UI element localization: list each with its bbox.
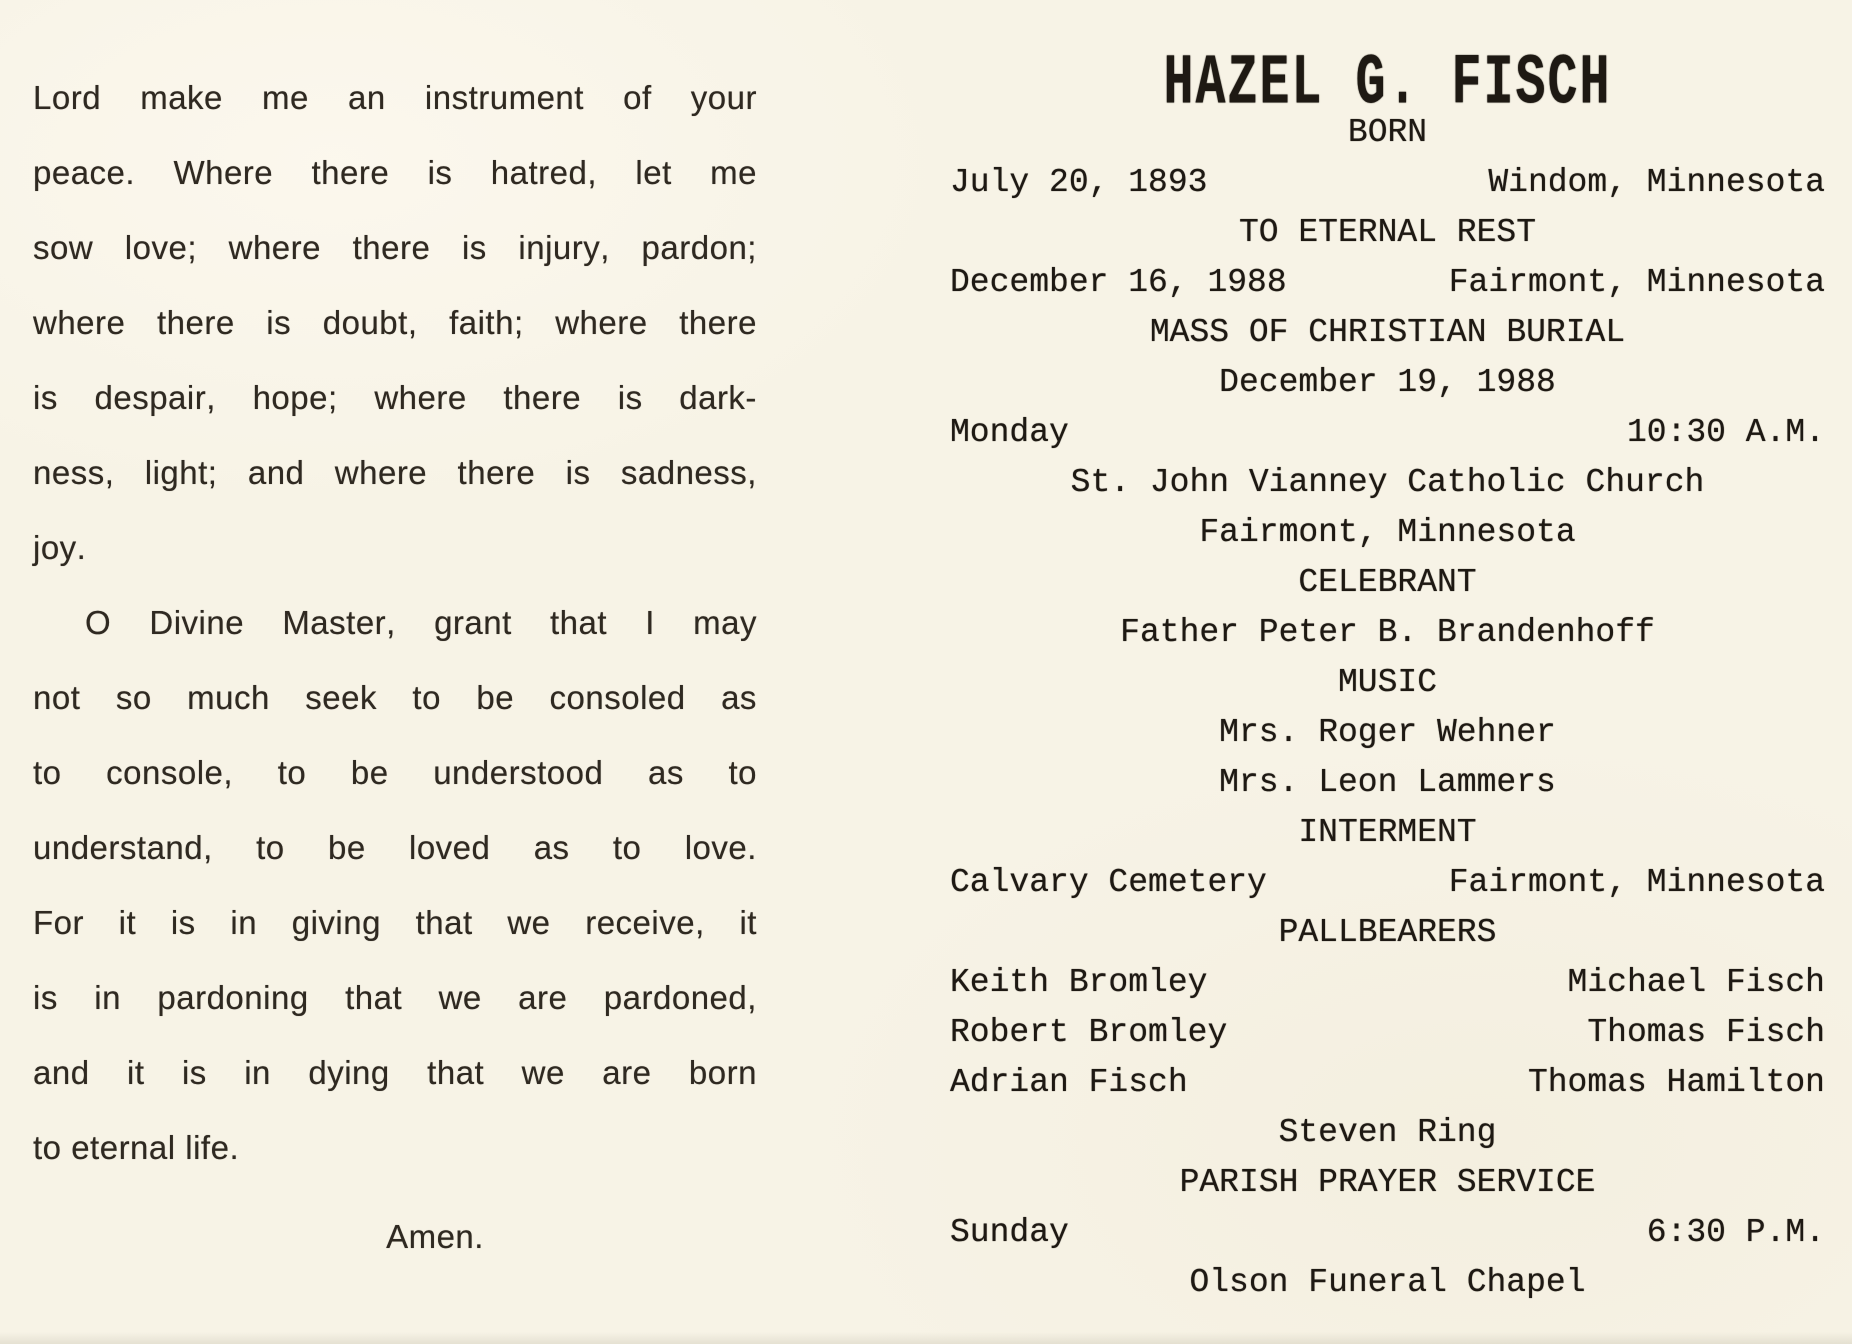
prayer-word: consoled <box>549 679 686 716</box>
prayer-word: doubt, <box>322 304 418 341</box>
prayer-word: love; <box>124 229 198 266</box>
amen-text: Amen. <box>386 1218 484 1255</box>
prayer-word: I <box>645 604 655 641</box>
prayer-word: where <box>334 454 428 491</box>
prayer-line <box>33 210 757 285</box>
prayer-word: we <box>521 1054 565 1091</box>
prayer-word: that <box>415 904 473 941</box>
prayer-word: where <box>374 379 467 416</box>
prayer-word: is <box>617 379 643 416</box>
prayer-word: dying <box>308 1054 390 1091</box>
prayer-word: pardoned, <box>603 979 757 1016</box>
detail-row <box>950 958 1825 1008</box>
prayer-word: where <box>555 304 648 341</box>
prayer-word: is <box>565 454 591 491</box>
prayer-word: your <box>690 79 757 116</box>
prayer-line <box>33 1035 757 1110</box>
prayer-word: pardon; <box>641 229 757 266</box>
detail-right: Thomas Fisch <box>1587 1014 1825 1051</box>
section-heading: MASS OF CHRISTIAN BURIAL <box>1149 314 1626 351</box>
prayer-word: make <box>140 79 223 116</box>
detail-left: Sunday <box>950 1214 1069 1251</box>
prayer-word: as <box>721 679 757 716</box>
prayer-word: there <box>457 454 536 491</box>
prayer-word: is <box>427 154 453 191</box>
prayer-word: despair, <box>94 379 216 416</box>
prayer-word: we <box>507 904 551 941</box>
prayer-word: that <box>427 1054 485 1091</box>
section-heading: BORN <box>1347 114 1428 151</box>
prayer-word: is <box>266 304 292 341</box>
prayer-word: O <box>85 604 112 641</box>
prayer-word: to <box>277 754 307 791</box>
detail-center: Steven Ring <box>1278 1114 1497 1151</box>
prayer-word: sow <box>33 229 94 266</box>
prayer-word: seek <box>305 679 377 716</box>
service-panel <box>950 0 1825 1344</box>
prayer-line <box>33 660 757 735</box>
prayer-line <box>33 585 757 660</box>
prayer-word: to <box>612 829 642 866</box>
detail-left: December 16, 1988 <box>950 264 1287 301</box>
deceased-name: HAZEL G. FISCH <box>1163 43 1612 125</box>
prayer-word: faith; <box>449 304 524 341</box>
prayer-word: dark- <box>679 379 757 416</box>
prayer-word: is <box>181 1054 207 1091</box>
prayer-line <box>33 360 757 435</box>
detail-right: Michael Fisch <box>1567 964 1825 1001</box>
prayer-word: as <box>533 829 570 866</box>
prayer-word: Divine <box>149 604 245 641</box>
prayer-word: so <box>115 679 152 716</box>
prayer-word: in <box>244 1054 271 1091</box>
prayer-word: may <box>693 604 757 641</box>
prayer-word: to <box>33 754 62 791</box>
prayer-word: there <box>156 304 235 341</box>
detail-row <box>950 1208 1825 1258</box>
detail-right: Thomas Hamilton <box>1527 1064 1825 1101</box>
prayer-word: there <box>679 304 757 341</box>
prayer-word: it <box>127 1054 145 1091</box>
scan-bottom-edge <box>0 1332 1852 1344</box>
section-heading: INTERMENT <box>1298 814 1477 851</box>
prayer-line <box>33 435 757 510</box>
detail-center: Mrs. Roger Wehner <box>1219 714 1556 751</box>
prayer-word: in <box>230 904 258 941</box>
section-heading: PALLBEARERS <box>1278 914 1497 951</box>
prayer-word: pardoning <box>157 979 309 1016</box>
prayer-word: Master, <box>282 604 396 641</box>
detail-center: St. John Vianney Catholic Church <box>1070 464 1705 501</box>
prayer-word: there <box>311 154 390 191</box>
prayer-word: to <box>412 679 441 716</box>
prayer-word: hope; <box>252 379 338 416</box>
prayer-line <box>33 810 757 885</box>
prayer-word: For <box>33 904 84 941</box>
prayer-word: be <box>327 829 366 866</box>
detail-right: Windom, Minnesota <box>1488 164 1825 201</box>
prayer-word: be <box>350 754 389 791</box>
prayer-word: are <box>602 1054 652 1091</box>
prayer-word: Lord <box>33 79 102 116</box>
prayer-word: me <box>710 154 757 191</box>
prayer-word: and <box>247 454 305 491</box>
detail-left: Keith Bromley <box>950 964 1208 1001</box>
prayer-line <box>33 735 757 810</box>
prayer-word: are <box>518 979 568 1016</box>
prayer-word: understand, <box>33 829 213 866</box>
detail-row <box>950 258 1825 308</box>
prayer-line <box>33 60 757 135</box>
prayer-word: to <box>256 829 285 866</box>
detail-center: Father Peter B. Brandenhoff <box>1120 614 1655 651</box>
prayer-word: giving <box>291 904 381 941</box>
detail-row <box>950 1058 1825 1108</box>
prayer-word: instrument <box>424 79 584 116</box>
prayer-word: as <box>647 754 684 791</box>
prayer-word: Where <box>173 154 274 191</box>
prayer-word: ness, <box>33 454 115 491</box>
detail-right: 6:30 P.M. <box>1646 1214 1825 1251</box>
service-details <box>950 108 1825 1308</box>
prayer-word: not <box>33 679 81 716</box>
detail-center: Fairmont, Minnesota <box>1199 514 1576 551</box>
section-heading: CELEBRANT <box>1298 564 1477 601</box>
prayer-word: it <box>118 904 137 941</box>
detail-row <box>950 408 1825 458</box>
prayer-word: loved <box>409 829 491 866</box>
prayer-word: sadness, <box>620 454 757 491</box>
prayer-word: it <box>739 904 757 941</box>
prayer-word: hatred, <box>490 154 598 191</box>
detail-center: Olson Funeral Chapel <box>1189 1264 1586 1301</box>
prayer-word: much <box>187 679 270 716</box>
detail-left: Calvary Cemetery <box>950 864 1267 901</box>
prayer-word: love. <box>684 829 757 866</box>
prayer-word: born <box>688 1054 757 1091</box>
prayer-line: joy. <box>33 529 87 566</box>
detail-right: Fairmont, Minnesota <box>1448 264 1825 301</box>
prayer-word: peace. <box>33 154 136 191</box>
prayer-word: grant <box>434 604 512 641</box>
detail-left: Adrian Fisch <box>950 1064 1188 1101</box>
prayer-line <box>33 135 757 210</box>
prayer-word: is <box>33 379 58 416</box>
prayer-word: is <box>33 979 58 1016</box>
prayer-word: me <box>262 79 309 116</box>
prayer-word: let <box>635 154 672 191</box>
prayer-word: be <box>476 679 515 716</box>
prayer-word: there <box>503 379 582 416</box>
detail-right: 10:30 A.M. <box>1626 414 1825 451</box>
detail-center: December 19, 1988 <box>1219 364 1556 401</box>
prayer-word: of <box>623 79 652 116</box>
prayer-word: we <box>438 979 482 1016</box>
prayer-word: understood <box>433 754 604 791</box>
detail-left: July 20, 1893 <box>950 164 1208 201</box>
prayer-word: is <box>461 229 487 266</box>
prayer-word: that <box>550 604 608 641</box>
prayer-word: there <box>352 229 431 266</box>
detail-center: Mrs. Leon Lammers <box>1219 764 1556 801</box>
prayer-word: where <box>33 304 126 341</box>
prayer-word: injury, <box>518 229 610 266</box>
section-heading: MUSIC <box>1337 664 1438 701</box>
detail-row <box>950 1008 1825 1058</box>
prayer-panel <box>33 60 757 1274</box>
prayer-word: to <box>728 754 757 791</box>
prayer-word: console, <box>106 754 234 791</box>
prayer-line <box>33 885 757 960</box>
prayer-word: receive, <box>585 904 705 941</box>
detail-left: Robert Bromley <box>950 1014 1228 1051</box>
prayer-line: to eternal life. <box>33 1129 240 1166</box>
detail-left: Monday <box>950 414 1069 451</box>
prayer-word: and <box>33 1054 90 1091</box>
prayer-line <box>33 960 757 1035</box>
prayer-word: in <box>94 979 121 1016</box>
section-heading: TO ETERNAL REST <box>1238 214 1537 251</box>
prayer-line <box>33 285 757 360</box>
prayer-text <box>33 60 757 1185</box>
prayer-word: an <box>348 79 386 116</box>
detail-row <box>950 858 1825 908</box>
prayer-word: that <box>345 979 403 1016</box>
detail-row <box>950 158 1825 208</box>
section-heading: PARISH PRAYER SERVICE <box>1179 1164 1596 1201</box>
detail-right: Fairmont, Minnesota <box>1448 864 1825 901</box>
prayer-word: is <box>170 904 196 941</box>
prayer-word: where <box>228 229 322 266</box>
prayer-word: light; <box>144 454 218 491</box>
